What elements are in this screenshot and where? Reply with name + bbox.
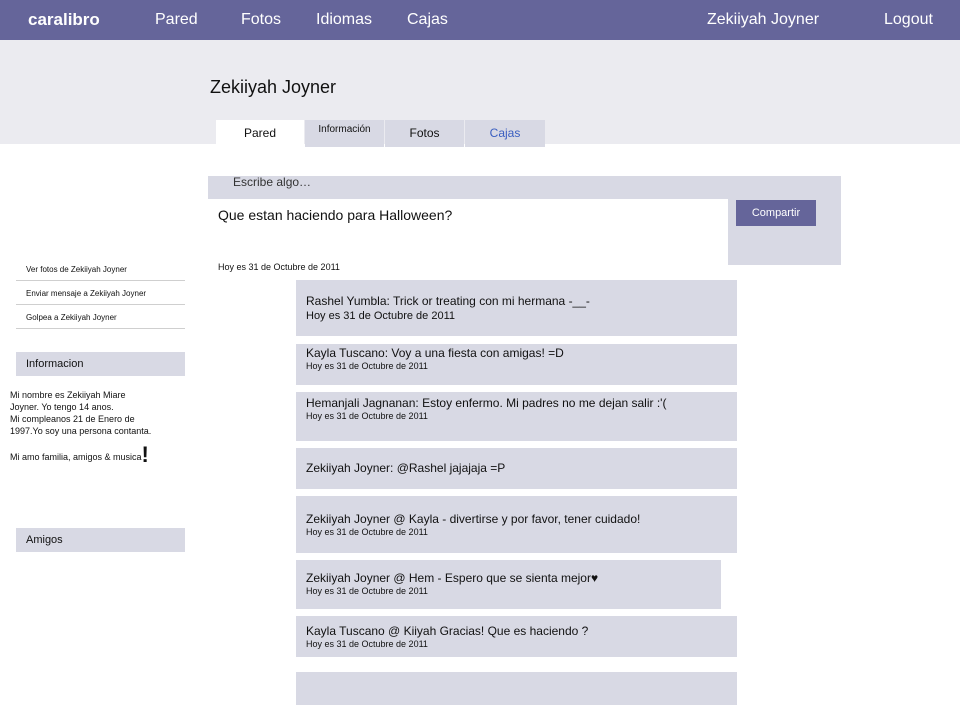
friends-section-heading: Amigos [16, 528, 185, 552]
info-exclaim: ! [141, 442, 149, 467]
nav-item-idiomas[interactable]: Idiomas [316, 11, 373, 28]
nav-user-link[interactable]: Zekiiyah Joyner [707, 11, 820, 28]
nav-item-cajas[interactable]: Cajas [407, 11, 448, 28]
info-line: 1997.Yo soy una persona contanta. [10, 426, 152, 436]
wall-post [296, 560, 721, 609]
wall-post [296, 344, 737, 385]
tab-fotos[interactable]: Fotos [385, 120, 464, 147]
wall-post [296, 496, 737, 553]
post-text: Kayla Tuscano @ Kiiyah Gracias! Que es haciendo ? [306, 624, 589, 638]
wall-post [296, 672, 737, 705]
post-date: Hoy es 31 de Octubre de 2011 [306, 310, 456, 322]
sidebar-link-ver-fotos[interactable]: Ver fotos de Zekiiyah Joyner [16, 257, 185, 281]
status-text[interactable]: Que estan haciendo para Halloween? [218, 207, 453, 223]
tab-informacion[interactable]: Información [305, 120, 384, 147]
post-text: Zekiiyah Joyner: @Rashel jajajaja =P [306, 461, 506, 475]
info-line-last [10, 442, 190, 467]
info-line: Mi nombre es Zekiiyah Miare [10, 390, 126, 400]
post-date: Hoy es 31 de Octubre de 2011 [306, 639, 428, 649]
post-text: Kayla Tuscano: Voy a una fiesta con amigas! =D [306, 346, 564, 360]
nav-item-fotos[interactable]: Fotos [241, 11, 282, 28]
logout-link[interactable]: Logout [884, 11, 933, 28]
post-text: Zekiiyah Joyner @ Hem - Espero que se sienta mejor♥ [306, 571, 599, 585]
post-date: Hoy es 31 de Octubre de 2011 [306, 411, 428, 421]
nav-item-pared[interactable]: Pared [155, 11, 198, 28]
wall-post [296, 392, 737, 441]
info-line: Mi amo familia, amigos & musica [10, 452, 142, 462]
site-logo[interactable]: caralibro [28, 10, 100, 29]
tab-cajas[interactable]: Cajas [465, 120, 545, 147]
post-date: Hoy es 31 de Octubre de 2011 [306, 361, 428, 371]
status-date: Hoy es 31 de Octubre de 2011 [218, 262, 340, 272]
profile-name: Zekiiyah Joyner [210, 77, 337, 97]
wall-post [296, 448, 737, 489]
post-text: Zekiiyah Joyner @ Kayla - divertirse y por favor, tener cuidado! [306, 512, 641, 526]
share-button[interactable]: Compartir [736, 200, 816, 226]
tab-pared[interactable]: Pared [216, 120, 304, 147]
compose-placeholder[interactable]: Escribe algo… [233, 175, 312, 189]
post-text: Rashel Yumbla: Trick or treating con mi hermana -__- [306, 294, 590, 308]
info-line: Joyner. Yo tengo 14 anos. [10, 402, 114, 412]
wall-post [296, 280, 737, 336]
info-line [10, 437, 190, 449]
post-text: Hemanjali Jagnanan: Estoy enfermo. Mi padres no me dejan salir :'( [306, 396, 667, 410]
post-date: Hoy es 31 de Octubre de 2011 [306, 586, 428, 596]
info-section-heading: Informacion [16, 352, 185, 376]
info-text [10, 389, 190, 467]
top-navigation-bar [0, 0, 960, 40]
sidebar-link-enviar-mensaje[interactable]: Enviar mensaje a Zekiiyah Joyner [16, 281, 185, 305]
info-line: Mi compleanos 21 de Enero de [10, 414, 135, 424]
wall-post [296, 616, 737, 657]
post-date: Hoy es 31 de Octubre de 2011 [306, 527, 428, 537]
sidebar-link-golpea[interactable]: Golpea a Zekiiyah Joyner [16, 305, 185, 329]
